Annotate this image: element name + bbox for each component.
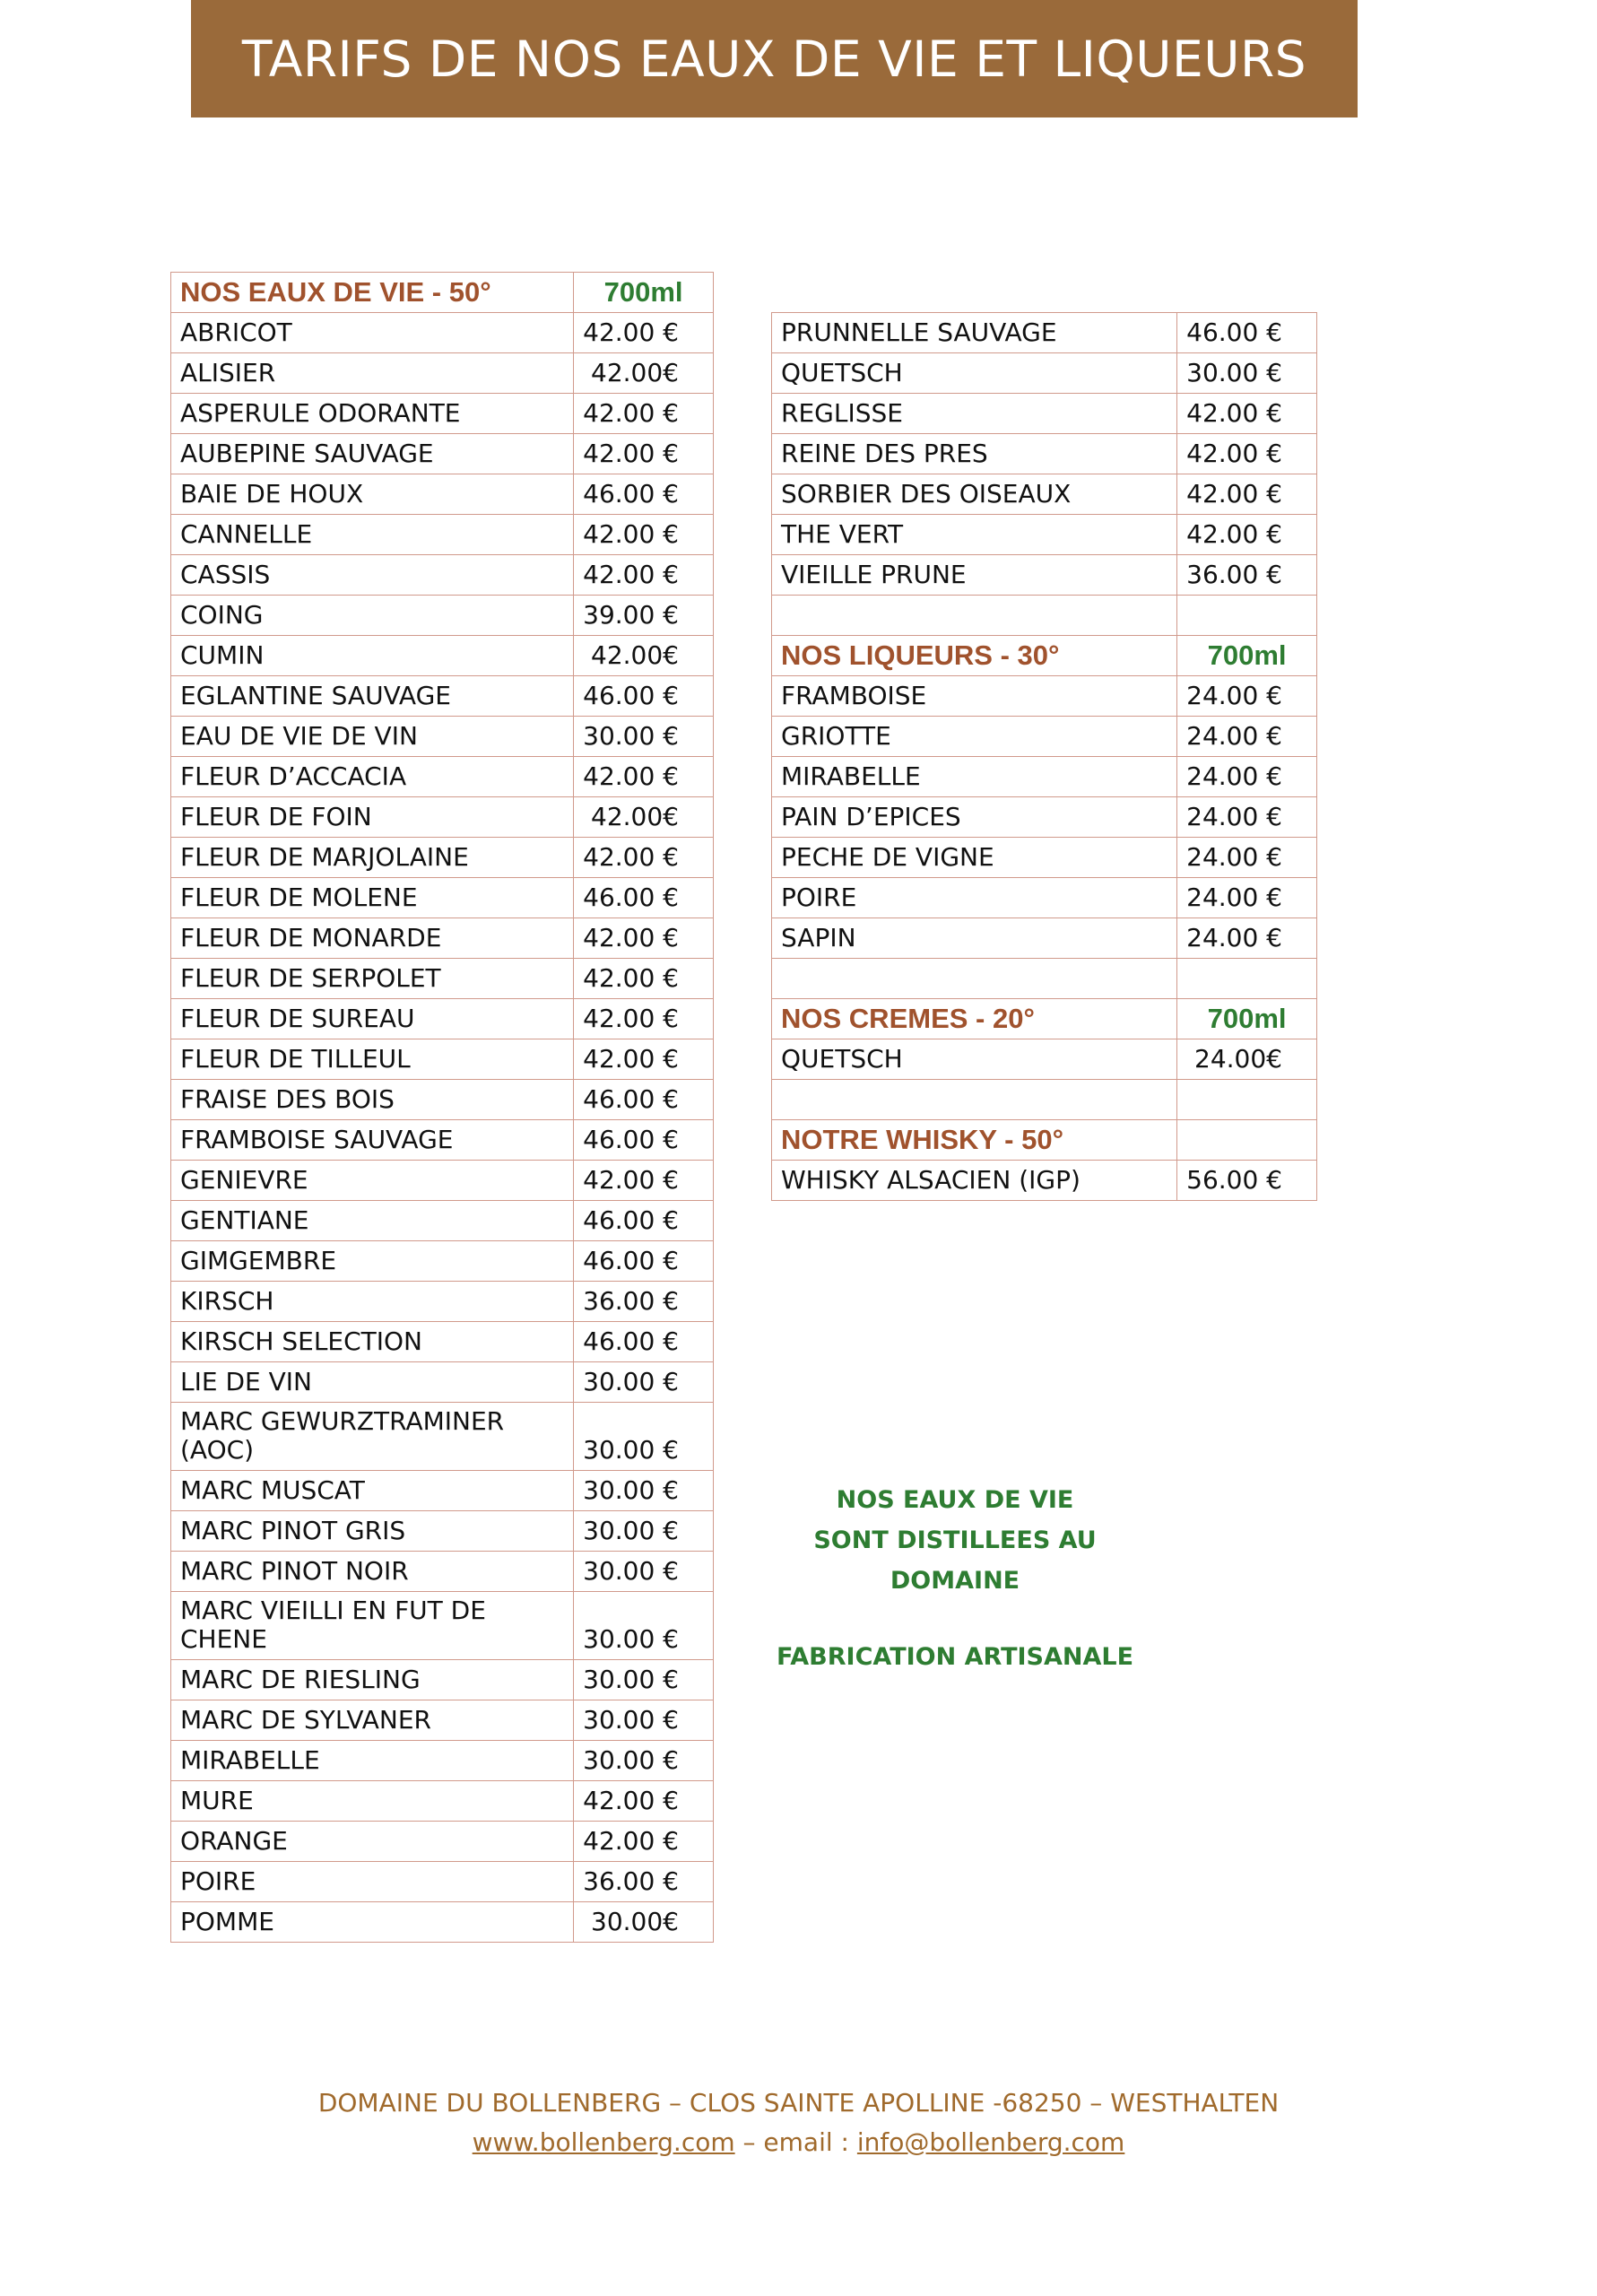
product-price: 30.00 €	[574, 1403, 714, 1471]
price-row	[171, 1161, 714, 1201]
product-price: 46.00 €	[574, 1322, 714, 1362]
price-row	[772, 474, 1317, 515]
product-name: MIRABELLE	[772, 757, 1177, 797]
product-name: FLEUR DE TILLEUL	[171, 1039, 574, 1080]
product-price: 24.00 €	[1177, 676, 1317, 717]
product-name: THE VERT	[772, 515, 1177, 555]
product-price: 42.00 €	[574, 1039, 714, 1080]
product-name: COING	[171, 596, 574, 636]
price-row	[171, 1282, 714, 1322]
product-price: 42.00€	[574, 797, 714, 838]
price-row	[772, 434, 1317, 474]
product-price: 24.00 €	[1177, 918, 1317, 959]
price-row	[171, 1120, 714, 1161]
price-row	[171, 555, 714, 596]
product-name: FLEUR DE MARJOLAINE	[171, 838, 574, 878]
price-row	[772, 1161, 1317, 1201]
product-name: KIRSCH	[171, 1282, 574, 1322]
email-label: – email :	[742, 2127, 849, 2157]
product-name: CUMIN	[171, 636, 574, 676]
price-row	[171, 1660, 714, 1700]
price-row	[171, 1471, 714, 1511]
product-name: CASSIS	[171, 555, 574, 596]
section-title: NOTRE WHISKY - 50°	[772, 1120, 1177, 1161]
product-name: ABRICOT	[171, 313, 574, 353]
email-link[interactable]: info@bollenberg.com	[856, 2127, 1125, 2157]
product-price: 46.00 €	[574, 878, 714, 918]
product-price: 46.00 €	[574, 676, 714, 717]
product-name	[772, 959, 1177, 999]
price-row	[171, 1322, 714, 1362]
product-price: 46.00 €	[574, 1120, 714, 1161]
section-header-row	[171, 273, 714, 313]
footer-contact	[0, 2127, 1597, 2157]
product-price: 42.00€	[574, 353, 714, 394]
product-price: 46.00 €	[574, 1201, 714, 1241]
product-price: 42.00 €	[574, 515, 714, 555]
price-row	[171, 1080, 714, 1120]
product-name: PAIN D’EPICES	[772, 797, 1177, 838]
product-name: POMME	[171, 1902, 574, 1943]
price-row	[171, 1592, 714, 1660]
product-name: REGLISSE	[772, 394, 1177, 434]
product-price: 42.00 €	[574, 394, 714, 434]
product-name: MARC DE RIESLING	[171, 1660, 574, 1700]
distillation-note-line-1: NOS EAUX DE VIE	[836, 1486, 1074, 1514]
product-name: MARC GEWURZTRAMINER (AOC)	[171, 1403, 574, 1471]
product-name: BAIE DE HOUX	[171, 474, 574, 515]
price-row	[171, 1241, 714, 1282]
product-name: MIRABELLE	[171, 1741, 574, 1781]
price-row	[171, 394, 714, 434]
product-name: MARC MUSCAT	[171, 1471, 574, 1511]
product-name: MARC VIEILLI EN FUT DE CHENE	[171, 1592, 574, 1660]
product-name: GENIEVRE	[171, 1161, 574, 1201]
price-row	[772, 515, 1317, 555]
empty-row	[772, 1080, 1317, 1120]
price-row	[171, 676, 714, 717]
price-row	[772, 353, 1317, 394]
product-price: 42.00 €	[574, 1161, 714, 1201]
product-name: ALISIER	[171, 353, 574, 394]
price-row	[171, 1552, 714, 1592]
price-row	[171, 1862, 714, 1902]
product-price: 42.00 €	[574, 999, 714, 1039]
product-price: 30.00 €	[574, 717, 714, 757]
product-name: MURE	[171, 1781, 574, 1822]
product-name: FLEUR DE FOIN	[171, 797, 574, 838]
price-row	[772, 394, 1317, 434]
product-price: 30.00 €	[1177, 353, 1317, 394]
price-row	[171, 1201, 714, 1241]
product-name: EGLANTINE SAUVAGE	[171, 676, 574, 717]
product-price: 24.00€	[1177, 1039, 1317, 1080]
page-title: TARIFS DE NOS EAUX DE VIE ET LIQUEURS	[241, 30, 1307, 88]
product-price: 36.00 €	[1177, 555, 1317, 596]
price-row	[171, 717, 714, 757]
product-price: 42.00 €	[574, 757, 714, 797]
price-row	[171, 434, 714, 474]
product-price: 42.00 €	[574, 1781, 714, 1822]
product-price: 42.00 €	[574, 555, 714, 596]
section-header-row	[772, 636, 1317, 676]
product-price: 24.00 €	[1177, 797, 1317, 838]
product-price: 24.00 €	[1177, 717, 1317, 757]
product-name: QUETSCH	[772, 353, 1177, 394]
price-row	[171, 1039, 714, 1080]
product-name	[772, 596, 1177, 636]
product-name: PECHE DE VIGNE	[772, 838, 1177, 878]
product-price: 42.00 €	[574, 313, 714, 353]
product-name: VIEILLE PRUNE	[772, 555, 1177, 596]
product-price: 30.00 €	[574, 1741, 714, 1781]
product-name: PRUNNELLE SAUVAGE	[772, 313, 1177, 353]
product-name: CANNELLE	[171, 515, 574, 555]
product-name: GIMGEMBRE	[171, 1241, 574, 1282]
product-name: QUETSCH	[772, 1039, 1177, 1080]
product-name: GENTIANE	[171, 1201, 574, 1241]
price-row	[171, 918, 714, 959]
price-row	[772, 878, 1317, 918]
price-row	[772, 838, 1317, 878]
product-price: 24.00 €	[1177, 838, 1317, 878]
section-volume: 700ml	[574, 273, 714, 313]
product-name: MARC PINOT GRIS	[171, 1511, 574, 1552]
section-volume	[1177, 1120, 1317, 1161]
product-price: 42.00 €	[574, 918, 714, 959]
product-name	[772, 1080, 1177, 1120]
product-name: KIRSCH SELECTION	[171, 1322, 574, 1362]
product-name: ORANGE	[171, 1822, 574, 1862]
product-name: ASPERULE ODORANTE	[171, 394, 574, 434]
section-volume: 700ml	[1177, 999, 1317, 1039]
price-row	[171, 1822, 714, 1862]
price-row	[171, 515, 714, 555]
price-row	[171, 999, 714, 1039]
price-row	[772, 918, 1317, 959]
product-price: 42.00 €	[1177, 515, 1317, 555]
product-name: FLEUR DE SERPOLET	[171, 959, 574, 999]
product-name: FRAMBOISE SAUVAGE	[171, 1120, 574, 1161]
empty-row	[772, 596, 1317, 636]
price-row	[171, 636, 714, 676]
product-name: MARC PINOT NOIR	[171, 1552, 574, 1592]
price-row	[171, 1700, 714, 1741]
product-name: EAU DE VIE DE VIN	[171, 717, 574, 757]
section-title: NOS EAUX DE VIE - 50°	[171, 273, 574, 313]
product-name: POIRE	[772, 878, 1177, 918]
product-price: 46.00 €	[574, 1080, 714, 1120]
product-name: AUBEPINE SAUVAGE	[171, 434, 574, 474]
section-header-row	[772, 1120, 1317, 1161]
price-row	[772, 757, 1317, 797]
product-price: 46.00 €	[574, 474, 714, 515]
price-row	[171, 1511, 714, 1552]
price-row	[171, 1362, 714, 1403]
product-price: 46.00 €	[574, 1241, 714, 1282]
product-name: FLEUR DE MOLENE	[171, 878, 574, 918]
product-price: 39.00 €	[574, 596, 714, 636]
product-price: 30.00 €	[574, 1660, 714, 1700]
product-name: LIE DE VIN	[171, 1362, 574, 1403]
product-price: 30.00 €	[574, 1511, 714, 1552]
price-row	[772, 717, 1317, 757]
product-price: 24.00 €	[1177, 878, 1317, 918]
price-row	[772, 1039, 1317, 1080]
product-name: POIRE	[171, 1862, 574, 1902]
product-name: SAPIN	[772, 918, 1177, 959]
product-name: FRAMBOISE	[772, 676, 1177, 717]
artisanal-note: FABRICATION ARTISANALE	[776, 1643, 1134, 1671]
price-row	[772, 313, 1317, 353]
product-price: 42.00€	[574, 636, 714, 676]
price-row	[171, 596, 714, 636]
price-row	[171, 797, 714, 838]
price-row	[171, 1781, 714, 1822]
section-title: NOS CREMES - 20°	[772, 999, 1177, 1039]
section-volume: 700ml	[1177, 636, 1317, 676]
section-header-row	[772, 999, 1317, 1039]
product-price: 30.00€	[574, 1902, 714, 1943]
product-price: 46.00 €	[1177, 313, 1317, 353]
price-row	[171, 1741, 714, 1781]
product-name: FLEUR DE MONARDE	[171, 918, 574, 959]
product-price: 30.00 €	[574, 1700, 714, 1741]
product-name: FLEUR D’ACCACIA	[171, 757, 574, 797]
product-name: FRAISE DES BOIS	[171, 1080, 574, 1120]
product-price: 42.00 €	[574, 434, 714, 474]
product-price: 30.00 €	[574, 1471, 714, 1511]
price-row	[772, 555, 1317, 596]
header-banner	[191, 0, 1358, 117]
price-row	[171, 474, 714, 515]
product-price: 24.00 €	[1177, 757, 1317, 797]
product-price: 30.00 €	[574, 1362, 714, 1403]
product-price	[1177, 596, 1317, 636]
product-name: MARC DE SYLVANER	[171, 1700, 574, 1741]
price-row	[171, 1403, 714, 1471]
price-row	[171, 1902, 714, 1943]
eaux-de-vie-table	[170, 272, 714, 1943]
empty-row	[772, 959, 1317, 999]
product-name: REINE DES PRES	[772, 434, 1177, 474]
product-name: WHISKY ALSACIEN (IGP)	[772, 1161, 1177, 1201]
product-price: 42.00 €	[574, 838, 714, 878]
product-price: 30.00 €	[574, 1552, 714, 1592]
product-price: 42.00 €	[574, 959, 714, 999]
price-row	[171, 313, 714, 353]
price-row	[171, 838, 714, 878]
product-price: 42.00 €	[1177, 394, 1317, 434]
price-row	[171, 959, 714, 999]
product-price: 56.00 €	[1177, 1161, 1317, 1201]
price-row	[171, 353, 714, 394]
distillation-note-line-2: SONT DISTILLEES AU	[813, 1526, 1097, 1554]
product-price: 42.00 €	[1177, 474, 1317, 515]
footer-address: DOMAINE DU BOLLENBERG – CLOS SAINTE APOLLINE -68250 – WESTHALTEN	[317, 2088, 1280, 2118]
product-name: GRIOTTE	[772, 717, 1177, 757]
product-price: 30.00 €	[574, 1592, 714, 1660]
product-name: FLEUR DE SUREAU	[171, 999, 574, 1039]
product-name: SORBIER DES OISEAUX	[772, 474, 1177, 515]
product-price: 42.00 €	[574, 1822, 714, 1862]
section-title: NOS LIQUEURS - 30°	[772, 636, 1177, 676]
product-price: 42.00 €	[1177, 434, 1317, 474]
price-row	[772, 676, 1317, 717]
product-price: 36.00 €	[574, 1862, 714, 1902]
website-link[interactable]: www.bollenberg.com	[472, 2127, 735, 2157]
price-row	[772, 797, 1317, 838]
product-price	[1177, 959, 1317, 999]
liqueurs-table	[771, 312, 1317, 1201]
price-row	[171, 878, 714, 918]
distillation-note-line-3: DOMAINE	[890, 1567, 1020, 1595]
price-row	[171, 757, 714, 797]
product-price	[1177, 1080, 1317, 1120]
product-price: 36.00 €	[574, 1282, 714, 1322]
